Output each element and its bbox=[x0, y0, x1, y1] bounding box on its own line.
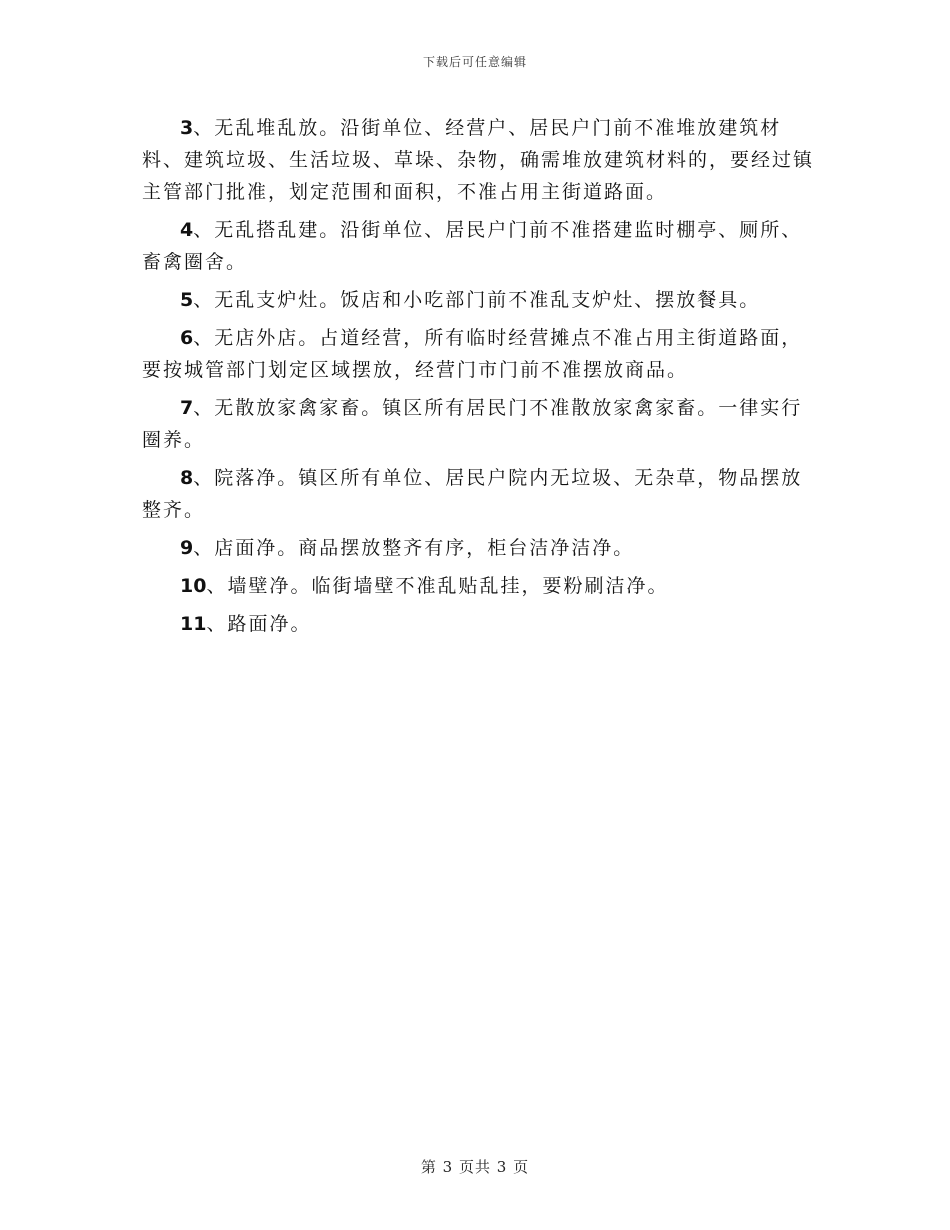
item-text: 、无乱支炉灶。饭店和小吃部门前不准乱支炉灶、摆放餐具。 bbox=[193, 289, 761, 311]
page-footer: 第 3 页共 3 页 bbox=[420, 1158, 530, 1176]
paragraph-item-11 bbox=[142, 608, 822, 640]
item-number: 8 bbox=[180, 467, 194, 489]
paragraph-item-7 bbox=[142, 392, 822, 456]
paragraph-item-8 bbox=[142, 462, 822, 526]
item-text: 、院落净。镇区所有单位、居民户院内无垃圾、无杂草，物品摆放整齐。 bbox=[142, 467, 803, 521]
paragraph-item-6 bbox=[142, 322, 822, 386]
item-text: 、无乱搭乱建。沿街单位、居民户门前不准搭建监时棚亭、厕所、畜禽圈舍。 bbox=[142, 219, 803, 273]
item-text: 、路面净。 bbox=[206, 613, 312, 635]
item-text: 、无乱堆乱放。沿街单位、经营户、居民户门前不准堆放建筑材料、建筑垃圾、生活垃圾、草垛、杂物，确需堆放建筑材料的，要经过镇主管部门批准，划定范围和面积，不准占用主街道路面。 bbox=[142, 117, 815, 203]
page-header: 下载后可任意编辑 bbox=[422, 55, 527, 69]
item-number: 9 bbox=[180, 537, 194, 559]
item-number: 4 bbox=[180, 219, 194, 241]
item-text: 、店面净。商品摆放整齐有序，柜台洁净洁净。 bbox=[193, 537, 635, 559]
item-number: 6 bbox=[180, 327, 194, 349]
paragraph-item-10 bbox=[142, 570, 822, 602]
item-text: 、无店外店。占道经营，所有临时经营摊点不准占用主街道路面，要按城管部门划定区域摆放，经营门市门前不准摆放商品。 bbox=[142, 327, 803, 381]
document-body bbox=[142, 112, 822, 646]
paragraph-item-4 bbox=[142, 214, 822, 278]
item-number: 5 bbox=[180, 289, 194, 311]
item-number: 3 bbox=[180, 117, 194, 139]
item-text: 、无散放家禽家畜。镇区所有居民门不准散放家禽家畜。一律实行圈养。 bbox=[142, 397, 803, 451]
item-text: 、墙壁净。临街墙壁不准乱贴乱挂，要粉刷洁净。 bbox=[206, 575, 669, 597]
item-number: 10 bbox=[180, 575, 207, 597]
paragraph-item-9 bbox=[142, 532, 822, 564]
item-number: 11 bbox=[180, 613, 207, 635]
paragraph-item-3 bbox=[142, 112, 822, 208]
paragraph-item-5 bbox=[142, 284, 822, 316]
item-number: 7 bbox=[180, 397, 194, 419]
